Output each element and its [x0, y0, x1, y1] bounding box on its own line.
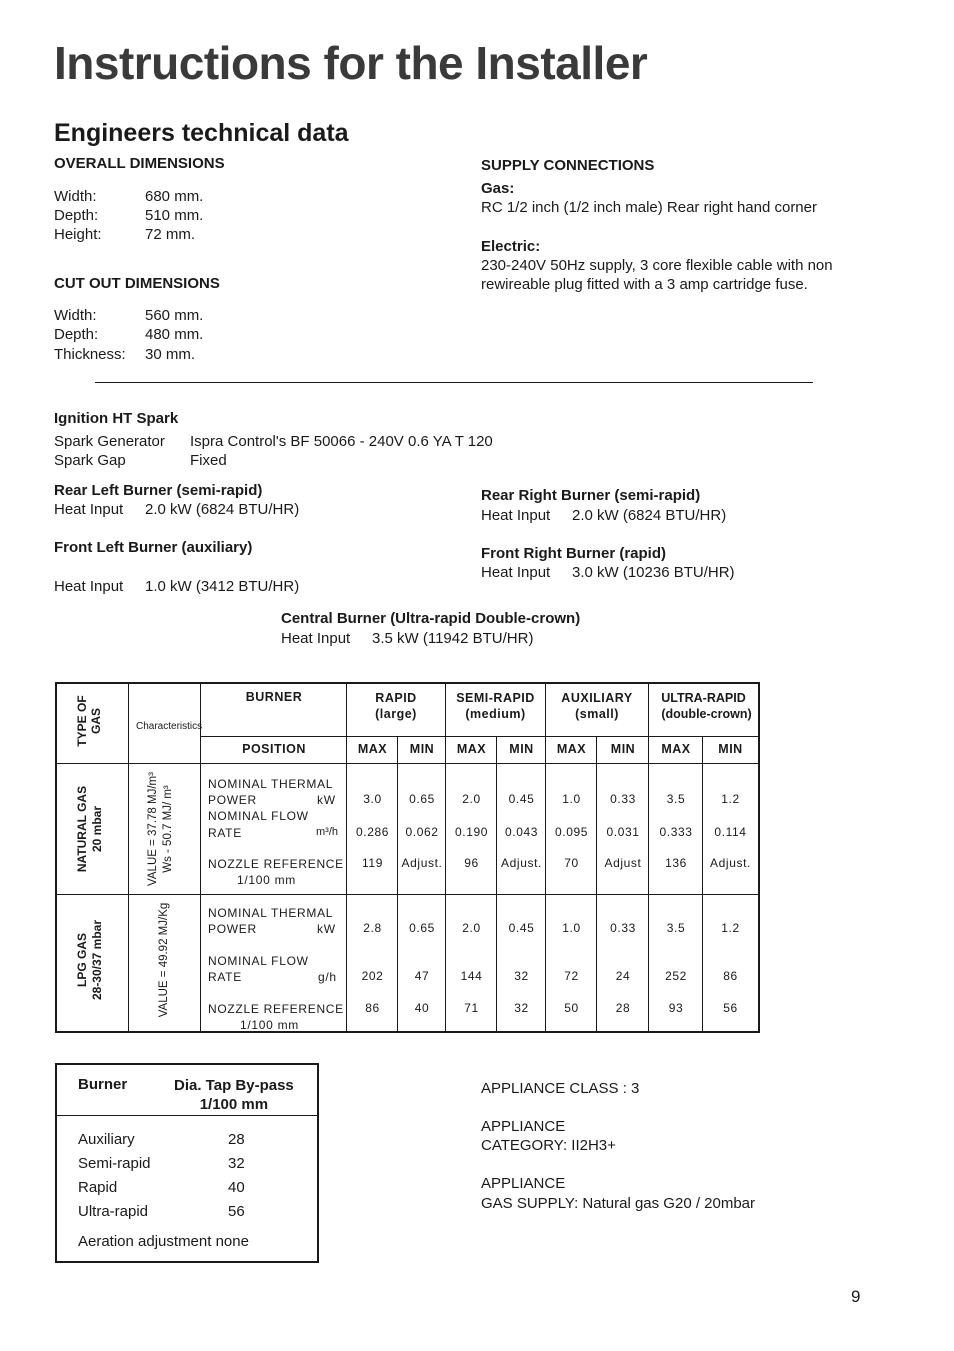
min-header: MIN — [610, 742, 636, 756]
table-cell: 1.2 — [721, 792, 740, 806]
aeration-note: Aeration adjustment none — [78, 1233, 249, 1250]
table-cell: 2.0 — [462, 921, 481, 935]
row-label: RATE — [208, 970, 242, 984]
table-cell: 1.0 — [562, 792, 581, 806]
rear-right-heat-input: Heat Input 2.0 kW (6824 BTU/HR) — [481, 507, 727, 524]
dimension-row: Thickness: 30 mm. — [54, 346, 196, 363]
appliance-category-line: CATEGORY: II2H3+ — [481, 1137, 616, 1154]
table-gridline — [496, 736, 497, 1031]
table-cell: 0.65 — [409, 921, 435, 935]
table-cell: 70 — [564, 856, 579, 870]
overall-dimensions-heading: OVERALL DIMENSIONS — [54, 155, 225, 172]
table-cell: 56 — [723, 1001, 738, 1015]
table-cell: 47 — [414, 969, 430, 983]
row-label: 1/100 mm — [237, 873, 296, 887]
natural-gas-label: NATURAL GAS 20 mbar — [75, 785, 104, 873]
ignition-heading: Ignition HT Spark — [54, 410, 179, 427]
table-cell: 0.45 — [508, 792, 535, 806]
appliance-gas-supply-line: APPLIANCE — [481, 1175, 566, 1192]
table-cell: 2.8 — [363, 921, 382, 935]
table-cell: 24 — [615, 969, 631, 983]
row-label: POWER — [208, 793, 257, 807]
table-cell: 0.031 — [606, 825, 640, 839]
column-header-rapid: RAPID (large) — [375, 691, 417, 721]
lpg-gas-value: VALUE = 49.92 MJ/Kg — [158, 902, 170, 1018]
dimension-row: Width: 560 mm. — [54, 307, 204, 324]
row-label: NOZZLE REFERENCE — [208, 1002, 344, 1016]
table-cell: 96 — [464, 856, 479, 870]
row-label: NOMINAL FLOW — [208, 954, 309, 968]
table-cell: Adjust. — [401, 856, 443, 870]
bypass-row-value: 32 — [228, 1155, 245, 1172]
electric-label: Electric: — [481, 238, 541, 255]
rear-right-burner-heading: Rear Right Burner (semi-rapid) — [481, 487, 701, 504]
bypass-row-value: 40 — [228, 1179, 245, 1196]
table-cell: 0.062 — [405, 825, 439, 839]
bypass-row-name: Ultra-rapid — [78, 1203, 149, 1220]
row-label: 1/100 mm — [240, 1018, 299, 1032]
electric-text-line: rewireable plug fitted with a 3 amp cartridge fuse. — [481, 276, 808, 293]
min-header: MIN — [718, 742, 743, 756]
row-label: POWER — [208, 922, 257, 936]
page-title: Instructions for the Installer — [54, 37, 648, 89]
bypass-row-name: Rapid — [78, 1179, 118, 1196]
bypass-table — [55, 1063, 319, 1263]
table-cell: Adjust — [604, 856, 642, 870]
table-cell: 2.0 — [462, 792, 481, 806]
table-cell: 40 — [414, 1001, 430, 1015]
table-gridline — [702, 736, 703, 1031]
spark-gap-row: Spark Gap Fixed — [54, 452, 227, 469]
table-cell: Adjust. — [710, 856, 751, 870]
front-left-heat-input: Heat Input 1.0 kW (3412 BTU/HR) — [54, 578, 300, 595]
spark-generator-row: Spark Generator Ispra Control's BF 50066 - 240V 0.6 YA T 120 — [54, 433, 493, 450]
table-cell: 0.45 — [508, 921, 535, 935]
table-cell: 252 — [665, 969, 687, 983]
bypass-header-burner: Burner — [78, 1076, 128, 1093]
front-right-heat-input: Heat Input 3.0 kW (10236 BTU/HR) — [481, 564, 735, 581]
min-header: MIN — [509, 742, 534, 756]
table-cell: 0.333 — [659, 825, 693, 839]
central-burner-heading: Central Burner (Ultra-rapid Double-crown) — [281, 610, 581, 627]
row-unit: g/h — [318, 970, 337, 984]
bypass-row-name: Auxiliary — [78, 1131, 135, 1148]
table-cell: 86 — [723, 969, 738, 983]
dimension-row: Depth: 510 mm. — [54, 207, 204, 224]
gas-data-table — [55, 682, 760, 1033]
table-cell: 86 — [365, 1001, 380, 1015]
row-label: RATE — [208, 826, 242, 840]
table-cell: 0.65 — [409, 792, 435, 806]
max-header: MAX — [456, 742, 487, 756]
table-gridline — [128, 684, 129, 1031]
table-cell: 0.286 — [355, 825, 390, 839]
max-header: MAX — [661, 742, 691, 756]
column-header-semi-rapid: SEMI-RAPID (medium) — [456, 691, 535, 721]
table-cell: 72 — [564, 969, 579, 983]
table-cell: 144 — [460, 969, 483, 983]
central-heat-input: Heat Input 3.5 kW (11942 BTU/HR) — [281, 630, 534, 647]
table-cell: 119 — [362, 856, 383, 870]
table-cell: 0.114 — [714, 825, 747, 839]
gas-connection-text: RC 1/2 inch (1/2 inch male) Rear right hand corner — [481, 199, 817, 216]
table-cell: 136 — [665, 856, 687, 870]
table-cell: 28 — [615, 1001, 631, 1015]
front-left-burner-heading: Front Left Burner (auxiliary) — [54, 539, 253, 556]
table-cell: 3.5 — [666, 792, 686, 806]
gas-label: Gas: — [481, 180, 515, 197]
table-cell: 71 — [464, 1001, 479, 1015]
dimension-row: Depth: 480 mm. — [54, 326, 204, 343]
row-unit: kW — [317, 922, 336, 936]
table-cell: 0.095 — [554, 825, 589, 839]
table-gridline — [200, 736, 760, 737]
dimension-row: Width: 680 mm. — [54, 188, 204, 205]
cutout-dimensions-heading: CUT OUT DIMENSIONS — [54, 275, 220, 292]
max-header: MAX — [556, 742, 587, 756]
position-header: POSITION — [242, 742, 306, 756]
max-header: MAX — [357, 742, 388, 756]
column-header-auxiliary: AUXILIARY (small) — [561, 691, 633, 721]
table-cell: Adjust. — [501, 856, 542, 870]
column-header-ultra-rapid: ULTRA-RAPID (double-crown) — [661, 691, 752, 721]
rear-left-heat-input: Heat Input 2.0 kW (6824 BTU/HR) — [54, 501, 300, 518]
min-header: MIN — [409, 742, 435, 756]
table-cell: 1.2 — [721, 921, 740, 935]
appliance-gas-supply-line: GAS SUPPLY: Natural gas G20 / 20mbar — [481, 1195, 756, 1212]
row-label: NOZZLE REFERENCE — [208, 857, 344, 871]
table-cell: 93 — [668, 1001, 684, 1015]
electric-text-line: 230-240V 50Hz supply, 3 core flexible cable with non — [481, 257, 833, 274]
table-cell: 1.0 — [562, 921, 581, 935]
table-cell: 0.33 — [610, 921, 636, 935]
row-unit: kW — [317, 793, 336, 807]
natural-gas-value: VALUE = 37.78 MJ/m³ Ws - 50.7 MJ/ m³ — [147, 772, 174, 886]
type-of-gas-header: TYPE OF GAS — [75, 695, 103, 747]
appliance-category-line: APPLIANCE — [481, 1118, 566, 1135]
rear-left-burner-heading: Rear Left Burner (semi-rapid) — [54, 482, 263, 499]
table-cell: 3.0 — [363, 792, 382, 806]
bypass-row-value: 56 — [228, 1203, 245, 1220]
burner-header: BURNER — [245, 690, 303, 704]
table-cell: 32 — [514, 969, 529, 983]
divider — [95, 382, 813, 383]
bypass-row-value: 28 — [228, 1131, 245, 1148]
row-unit: m³/h — [316, 826, 338, 838]
table-gridline — [397, 736, 398, 1031]
dimension-row: Height: 72 mm. — [54, 226, 196, 243]
lpg-gas-label: LPG GAS 28-30/37 mbar — [75, 919, 104, 1001]
table-cell: 32 — [514, 1001, 529, 1015]
bypass-header-diameter: Dia. Tap By-pass 1/100 mm — [174, 1077, 294, 1113]
table-cell: 202 — [361, 969, 384, 983]
page-number: 9 — [851, 1287, 861, 1306]
table-cell: 50 — [564, 1001, 579, 1015]
table-cell: 0.190 — [454, 825, 489, 839]
appliance-class: APPLIANCE CLASS : 3 — [481, 1080, 640, 1097]
table-cell: 0.33 — [610, 792, 636, 806]
row-label: NOMINAL THERMAL — [208, 777, 334, 791]
row-label: NOMINAL THERMAL — [208, 906, 334, 920]
supply-heading: SUPPLY CONNECTIONS — [481, 157, 655, 174]
front-right-burner-heading: Front Right Burner (rapid) — [481, 545, 666, 562]
section-title: Engineers technical data — [54, 119, 349, 147]
bypass-divider — [57, 1115, 317, 1116]
table-gridline — [596, 736, 597, 1031]
row-label: NOMINAL FLOW — [208, 809, 309, 823]
table-cell: 0.043 — [504, 825, 539, 839]
table-cell: 3.5 — [666, 921, 686, 935]
bypass-row-name: Semi-rapid — [78, 1155, 151, 1172]
characteristics-header: Characteristics — [136, 721, 203, 732]
